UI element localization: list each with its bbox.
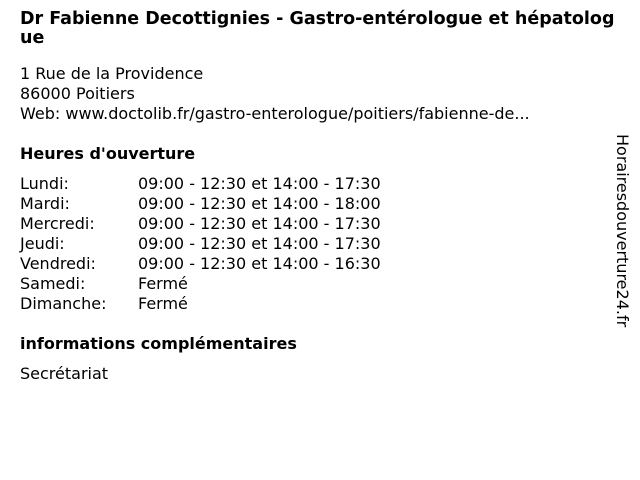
page-title: Dr Fabienne Decottignies - Gastro-entérologue et hépatologue: [20, 9, 615, 48]
website-link[interactable]: Web: www.doctolib.fr/gastro-enterologue/poitiers/fabienne-de...: [20, 104, 530, 123]
day-label: Lundi:: [20, 174, 69, 193]
time-value: 09:00 - 12:30 et 14:00 - 16:30: [138, 254, 381, 273]
time-value: 09:00 - 12:30 et 14:00 - 18:00: [138, 194, 381, 213]
time-value: Fermé: [138, 274, 188, 293]
additional-info-heading: informations complémentaires: [20, 334, 297, 353]
address-city: 86000 Poitiers: [20, 84, 135, 103]
address-street: 1 Rue de la Providence: [20, 64, 204, 83]
time-value: 09:00 - 12:30 et 14:00 - 17:30: [138, 214, 381, 233]
day-label: Mercredi:: [20, 214, 95, 233]
site-watermark: Horairesdouverture24.fr: [613, 134, 632, 328]
day-label: Jeudi:: [20, 234, 65, 253]
day-label: Mardi:: [20, 194, 70, 213]
additional-info-text: Secrétariat: [20, 364, 109, 383]
time-value: 09:00 - 12:30 et 14:00 - 17:30: [138, 234, 381, 253]
opening-hours-heading: Heures d'ouverture: [20, 144, 196, 163]
address-block: [20, 64, 530, 124]
time-value: Fermé: [138, 294, 188, 313]
time-value: 09:00 - 12:30 et 14:00 - 17:30: [138, 174, 381, 193]
day-label: Dimanche:: [20, 294, 107, 313]
day-label: Vendredi:: [20, 254, 96, 273]
day-label: Samedi:: [20, 274, 86, 293]
